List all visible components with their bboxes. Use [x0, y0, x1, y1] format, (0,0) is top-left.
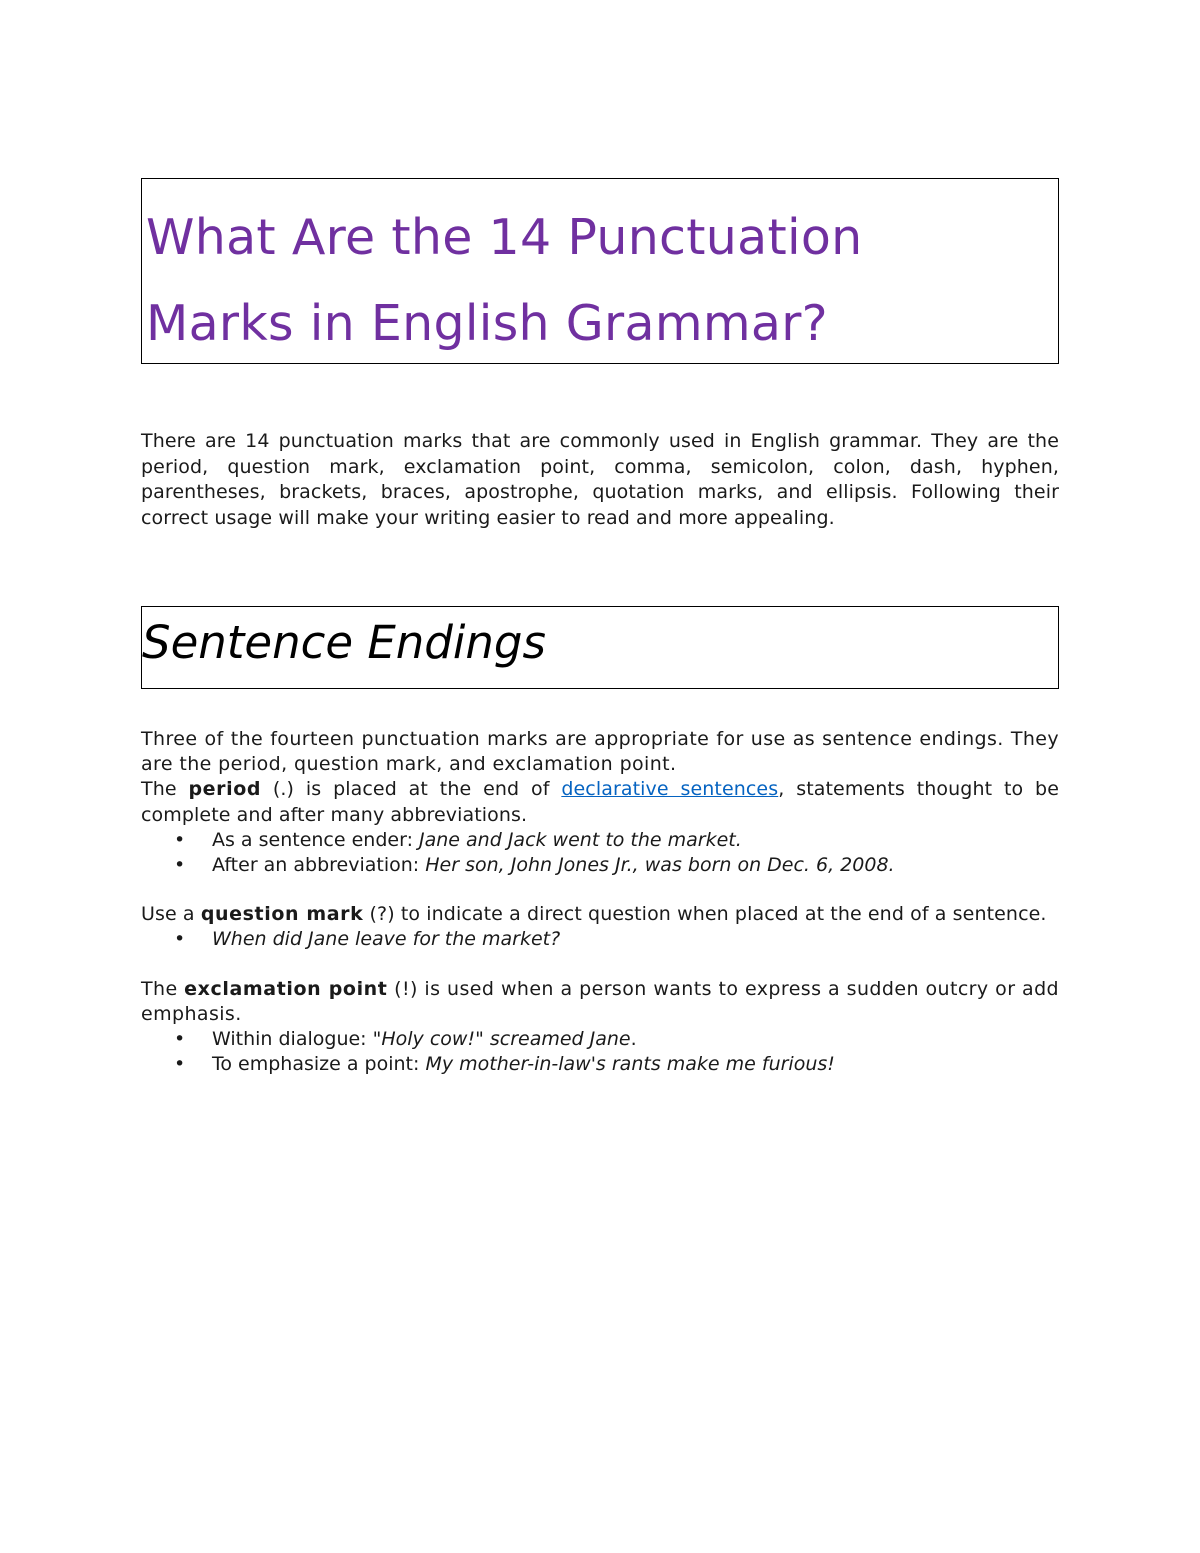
bullet-example: Holy cow!: [381, 1028, 476, 1051]
section-heading: Sentence Endings: [142, 616, 546, 669]
bullet-example: Her son, John Jones Jr., was born on Dec. 6, 2008.: [425, 854, 895, 877]
bullet-icon: •: [174, 1053, 186, 1076]
declarative-sentences-link[interactable]: declarative sentences: [561, 778, 779, 801]
spacer: [141, 953, 1059, 977]
document-page: [141, 178, 1059, 1077]
bullet-label: As a sentence ender:: [212, 828, 420, 851]
exclamation-term: exclamation point: [184, 977, 388, 1000]
bullet-icon: •: [174, 828, 186, 851]
bullet-icon: •: [174, 1028, 186, 1051]
list-item: [141, 1027, 1059, 1052]
bullet-example-2: screamed Jane: [489, 1028, 631, 1051]
bullet-tail: .: [630, 1028, 637, 1051]
bullet-example: My mother-in-law's rants make me furious!: [425, 1053, 835, 1076]
bullet-mid: ": [475, 1028, 490, 1051]
question-bullet-list: [141, 927, 1059, 952]
exclamation-bullet-list: [141, 1027, 1059, 1077]
period-paragraph: [141, 777, 1059, 827]
period-post-text: , statements thought to be complete and after many abbreviations.: [141, 778, 1059, 826]
question-pre-text: Use a: [141, 903, 201, 926]
bullet-label: Within dialogue: ": [212, 1028, 382, 1051]
list-item: [141, 853, 1059, 878]
bullet-icon: •: [174, 854, 186, 877]
bullet-example: Jane and Jack went to the market.: [419, 828, 742, 851]
bullet-example: When did Jane leave for the market?: [212, 928, 561, 951]
page-title: [146, 195, 1054, 367]
list-item: [141, 828, 1059, 853]
question-term: question mark: [200, 903, 364, 926]
list-item: [141, 1052, 1059, 1077]
title-line-2: Marks in English Grammar?: [146, 295, 828, 352]
section-lead-paragraph: Three of the fourteen punctuation marks are appropriate for use as sentence endings. They are the period, question mark, and exclamation point.: [141, 728, 1059, 776]
section-body: [141, 727, 1059, 1077]
question-paragraph: [141, 902, 1059, 927]
exclamation-paragraph: [141, 977, 1059, 1027]
question-post-text: (?) to indicate a direct question when placed at the end of a sentence.: [363, 903, 1047, 926]
bullet-label: To emphasize a point:: [212, 1053, 426, 1076]
intro-paragraph: There are 14 punctuation marks that are commonly used in English grammar. They are the period, question mark, exclamation point, comma, semicolon, colon, dash, hyphen, parentheses, brackets, braces, apostrophe, quotation marks, and ellipsis. Following their correct usage will make your writing easier to read and more appealing.: [141, 430, 1059, 529]
title-box: [141, 178, 1059, 364]
exclamation-post-text: (!) is used when a person wants to express a sudden outcry or add emphasis.: [141, 977, 1059, 1025]
section-heading-box: [141, 606, 1059, 689]
period-bullet-list: [141, 828, 1059, 878]
bullet-icon: •: [174, 928, 186, 951]
bullet-label: After an abbreviation:: [212, 854, 426, 877]
period-term: period: [188, 778, 262, 801]
title-line-1: What Are the 14 Punctuation: [146, 209, 863, 266]
spacer: [141, 878, 1059, 902]
exclamation-pre-text: The: [141, 977, 185, 1000]
period-mid-text: (.) is placed at the end of: [261, 778, 562, 801]
list-item: [141, 927, 1059, 952]
period-pre-text: The: [141, 778, 189, 801]
